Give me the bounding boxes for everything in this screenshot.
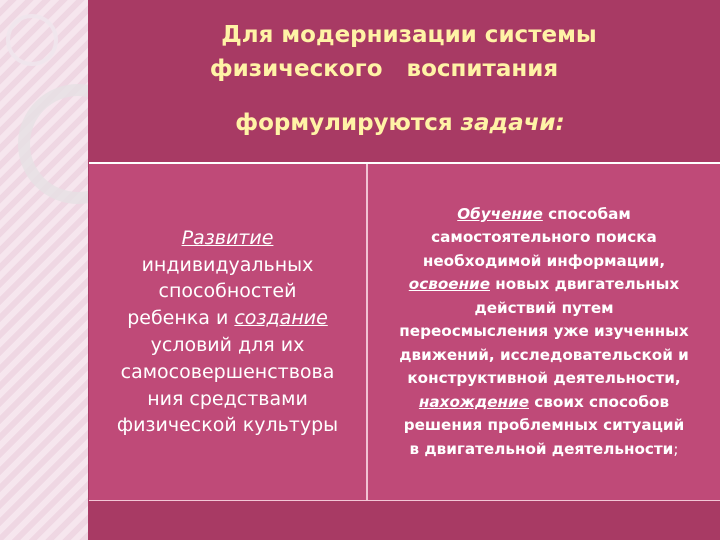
text-line: способам [542,204,631,223]
title-line-3 [88,106,720,140]
keyword-mastering: освоение [408,275,490,294]
tasks-table [89,162,720,501]
text-line: самостоятельного поиска [431,228,657,247]
slide-title [88,18,720,140]
keyword-development: Развитие [181,226,274,249]
keyword-finding: нахождение [418,392,529,411]
text-line: в двигательной деятельности [409,439,674,458]
text-line: необходимой информации, [422,251,666,270]
keyword-creation: создание [234,307,328,330]
keyword-training: Обучение [457,204,543,223]
text-line: решения проблемных ситуаций [403,416,685,435]
task-cell-development [89,164,368,500]
title-emphasis: задачи: [460,110,565,136]
text-line: самосовершенствова [120,360,335,383]
text-line: своих способов [529,392,670,411]
text-line: способностей [158,280,297,303]
text-line: новых двигательных [490,275,680,294]
text-line: ния средствами [147,387,308,410]
text-line: движений, исследовательской и [399,345,689,364]
task-text-training [399,203,689,462]
title-line-2: физического воспитания [209,56,559,82]
text-line: ; [673,439,679,458]
decorative-ring-small [6,14,58,66]
title-line-3-text: формулируются [235,110,461,136]
title-line-1: Для модернизации системы [221,22,597,48]
text-line: индивидуальных [141,253,314,276]
text-line: конструктивной деятельности, [407,369,681,388]
text-line: физической культуры [116,414,339,437]
text-line: переосмысления уже изученных [399,322,689,341]
text-line: условий для их [150,334,305,356]
task-cell-training [368,164,720,500]
text-line: действий путем [474,298,614,317]
text-line: ребенка и [127,307,235,330]
bottom-band [88,501,720,540]
decorative-side-strip [0,0,88,540]
task-text-development [117,225,338,439]
